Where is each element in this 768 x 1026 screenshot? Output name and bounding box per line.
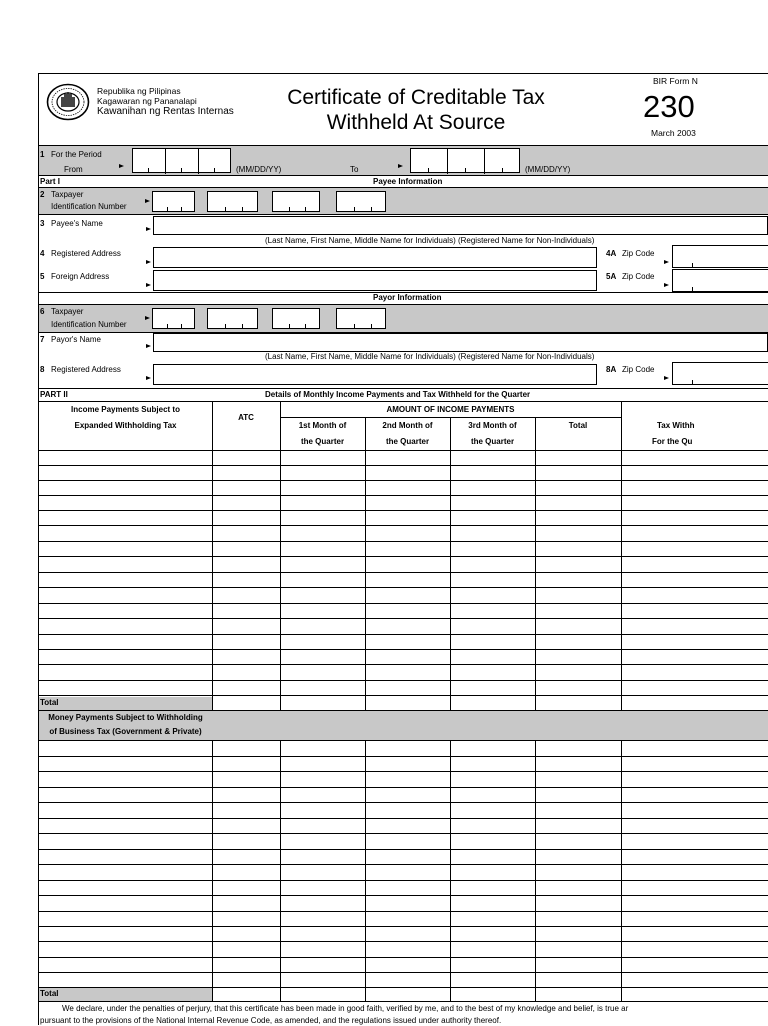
payee-zip-code-field[interactable] — [672, 245, 768, 268]
to-date-format-hint: (MM/DD/YY) — [525, 165, 571, 174]
to-label: To — [350, 165, 359, 174]
foreign-zip-code-label: Zip Code — [622, 272, 655, 281]
table-row[interactable] — [39, 834, 768, 849]
period-label: For the Period — [51, 150, 102, 159]
payor-zip-code-field[interactable] — [672, 362, 768, 385]
foreign-zip-code-field[interactable] — [672, 269, 768, 292]
table-row[interactable] — [39, 511, 768, 525]
item-1-number: 1 — [40, 150, 45, 159]
payor-information-title: Payor Information — [373, 293, 442, 302]
payor-zip-code-label: Zip Code — [622, 365, 655, 374]
table-row[interactable] — [39, 819, 768, 833]
payee-name-field[interactable] — [153, 216, 768, 235]
table-row[interactable] — [39, 619, 768, 634]
table-row[interactable] — [39, 496, 768, 510]
table-row[interactable] — [39, 896, 768, 911]
foreign-address-arrow-icon — [146, 283, 151, 287]
item-8a-number: 8A — [606, 365, 617, 374]
table-row[interactable] — [39, 573, 768, 587]
table-row[interactable] — [39, 588, 768, 603]
atc-header: ATC — [238, 413, 254, 422]
part-2-label: PART II — [40, 390, 68, 399]
total-row-1-label: Total — [40, 698, 59, 707]
month-3-header-1: 3rd Month of — [468, 421, 517, 430]
month-1-header-2: the Quarter — [300, 437, 345, 446]
money-payments-header-1: Money Payments Subject to Withholding — [48, 713, 203, 722]
period-to-date-field[interactable] — [410, 148, 520, 173]
table-row[interactable] — [39, 451, 768, 465]
payee-tin-part-3[interactable] — [272, 191, 320, 212]
payor-tin-label-1: Taxpayer — [51, 307, 84, 316]
payor-name-label: Payor's Name — [51, 335, 101, 344]
foreign-zip-arrow-icon — [664, 283, 669, 287]
declaration-line-1: We declare, under the penalties of perjury, that this certificate has been made in good faith, verified by me, and to the best of my knowledge and belief, is true ar — [62, 1004, 629, 1013]
part-1-label: Part I — [40, 177, 61, 186]
payee-zip-code-label: Zip Code — [622, 249, 655, 258]
table-row[interactable] — [39, 942, 768, 957]
payee-tin-label-2: Identification Number — [51, 202, 127, 211]
item-2-number: 2 — [40, 190, 45, 199]
table-row[interactable] — [39, 912, 768, 926]
payor-name-arrow-icon — [146, 344, 151, 348]
item-3-number: 3 — [40, 219, 45, 228]
month-3-header-2: the Quarter — [470, 437, 515, 446]
table-row[interactable] — [39, 741, 768, 756]
table-row[interactable] — [39, 557, 768, 572]
payee-name-arrow-icon — [146, 227, 151, 231]
table-row[interactable] — [39, 973, 768, 987]
total-column-header: Total — [568, 421, 588, 430]
item-8-number: 8 — [40, 365, 45, 374]
payee-registered-address-field[interactable] — [153, 247, 597, 268]
payee-zip-arrow-icon — [664, 260, 669, 264]
month-1-header-1: 1st Month of — [298, 421, 347, 430]
payee-name-label: Payee's Name — [51, 219, 103, 228]
table-row[interactable] — [39, 635, 768, 649]
tax-withheld-header-2: For the Qu — [652, 437, 693, 446]
form-title-line-1: Certificate of Creditable Tax — [287, 86, 545, 109]
table-row[interactable] — [39, 665, 768, 680]
payor-tin-arrow-icon — [145, 316, 150, 320]
item-5a-number: 5A — [606, 272, 617, 281]
payee-registered-address-label: Registered Address — [51, 249, 121, 258]
table-row[interactable] — [39, 803, 768, 818]
payee-tin-part-2[interactable] — [207, 191, 258, 212]
payee-tin-arrow-icon — [145, 199, 150, 203]
payor-name-field[interactable] — [153, 333, 768, 352]
payor-tin-part-4[interactable] — [336, 308, 386, 329]
table-row[interactable] — [39, 881, 768, 895]
declaration-line-2: pursuant to the provisions of the National Internal Revenue Code, as amended, and the regulations issued under authority thereof. — [40, 1016, 502, 1025]
amount-of-income-payments-header: AMOUNT OF INCOME PAYMENTS — [386, 405, 515, 414]
payor-tin-part-3[interactable] — [272, 308, 320, 329]
agency-line-3: Kawanihan ng Rentas Internas — [97, 106, 234, 117]
table-row[interactable] — [39, 788, 768, 802]
money-payments-header-2: of Business Tax (Government & Private) — [49, 727, 202, 736]
table-row[interactable] — [39, 865, 768, 880]
table-row[interactable] — [39, 958, 768, 972]
payor-tin-label-2: Identification Number — [51, 320, 127, 329]
payee-tin-part-1[interactable] — [152, 191, 195, 212]
from-date-format-hint: (MM/DD/YY) — [236, 165, 282, 174]
payor-zip-arrow-icon — [664, 376, 669, 380]
part-2-title: Details of Monthly Income Payments and Tax Withheld for the Quarter — [265, 390, 531, 399]
agency-line-1: Republika ng Pilipinas — [97, 86, 181, 96]
form-number: 230 — [643, 89, 695, 124]
form-title-line-2: Withheld At Source — [326, 111, 506, 134]
foreign-address-field[interactable] — [153, 270, 597, 291]
form-date: March 2003 — [651, 128, 696, 138]
table-row[interactable] — [39, 850, 768, 864]
period-from-date-field[interactable] — [132, 148, 231, 173]
income-payments-header-1: Income Payments Subject to — [71, 405, 180, 414]
payee-tin-part-4[interactable] — [336, 191, 386, 212]
payor-registered-address-field[interactable] — [153, 364, 597, 385]
table-row[interactable] — [39, 650, 768, 664]
table-row[interactable] — [39, 757, 768, 771]
agency-line-2: Kagawaran ng Pananalapi — [97, 96, 197, 106]
bir-seal-logo — [46, 83, 90, 121]
payor-registered-address-label: Registered Address — [51, 365, 121, 374]
total-row-2-label: Total — [40, 989, 59, 998]
payor-tin-part-1[interactable] — [152, 308, 195, 329]
payee-information-title: Payee Information — [373, 177, 443, 186]
table-row[interactable] — [39, 681, 768, 695]
foreign-address-label: Foreign Address — [51, 272, 110, 281]
payee-name-format-note: (Last Name, First Name, Middle Name for Individuals) (Registered Name for Non-Individuals) — [265, 236, 595, 245]
payor-name-format-note: (Last Name, First Name, Middle Name for Individuals) (Registered Name for Non-Individuals) — [265, 352, 595, 361]
income-payments-header-2: Expanded Withholding Tax — [74, 421, 177, 430]
table-row[interactable] — [39, 772, 768, 787]
from-arrow-icon — [119, 164, 124, 168]
item-7-number: 7 — [40, 335, 45, 344]
item-4a-number: 4A — [606, 249, 617, 258]
table-row[interactable] — [39, 466, 768, 480]
payor-address-arrow-icon — [146, 376, 151, 380]
payee-address-arrow-icon — [146, 260, 151, 264]
from-label: From — [64, 165, 83, 174]
item-4-number: 4 — [40, 249, 45, 258]
table-row[interactable] — [39, 481, 768, 495]
month-2-header-2: the Quarter — [385, 437, 430, 446]
to-arrow-icon — [398, 164, 403, 168]
table-row[interactable] — [39, 604, 768, 618]
payor-tin-part-2[interactable] — [207, 308, 258, 329]
table-row[interactable] — [39, 526, 768, 541]
tax-withheld-header-1: Tax Withh — [657, 421, 695, 430]
table-row[interactable] — [39, 927, 768, 941]
item-5-number: 5 — [40, 272, 45, 281]
month-2-header-1: 2nd Month of — [382, 421, 433, 430]
payee-tin-label-1: Taxpayer — [51, 190, 84, 199]
table-row[interactable] — [39, 542, 768, 556]
bir-form-label: BIR Form N — [653, 76, 698, 86]
item-6-number: 6 — [40, 307, 45, 316]
